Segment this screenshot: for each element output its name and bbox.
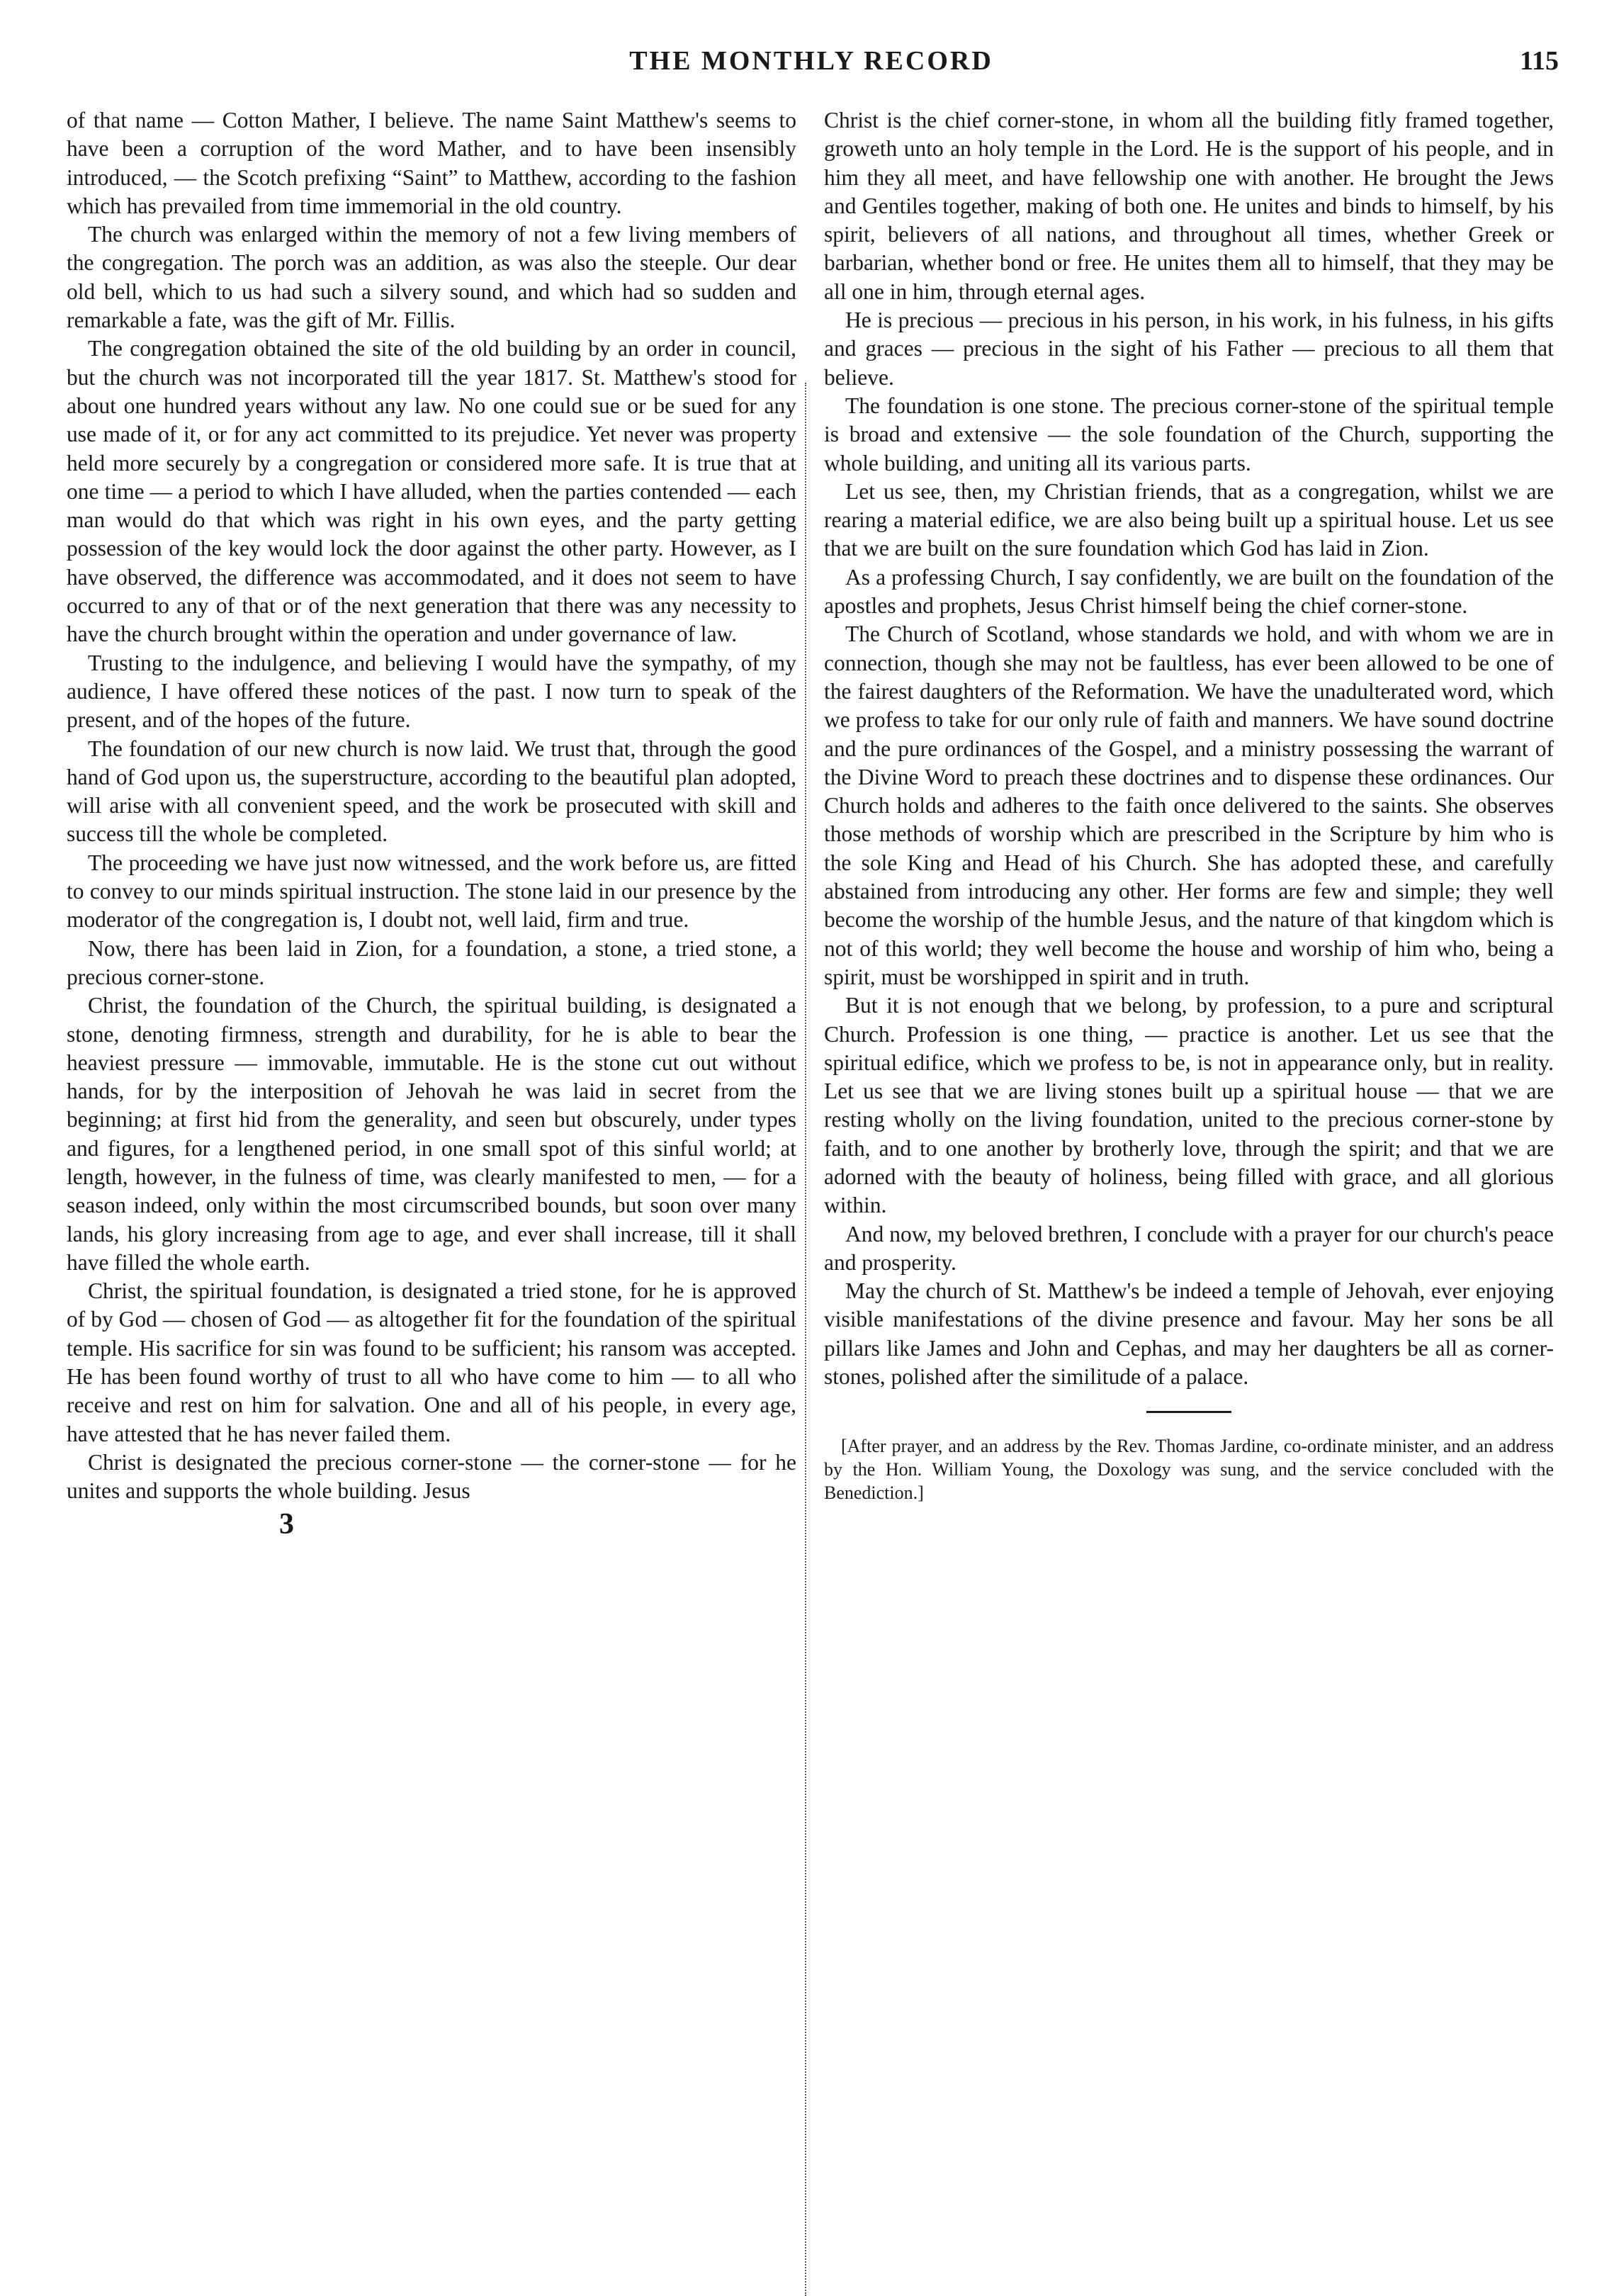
paragraph: The foundation is one stone. The precious corner-stone of the spiritual temple is broad and extensive — the sole foundation of the Church, supporting the whole building, and uniting all its various parts. (824, 393, 1554, 475)
signature-mark: 3 (279, 1507, 294, 1541)
paragraph: He is precious — precious in his person, in his work, in his fulness, in his gifts and graces — precious in the sight of his Father — precious to all them that believe. (824, 308, 1554, 390)
paragraph: The Church of Scotland, whose standards we hold, and with whom we are in connection, though she may not be faultless, has ever been allowed to be one of the fairest daughters of the Reformation. We have the unadulterated word, which we profess to take for our only rule of faith and manners. We have sound doctrine and the pure ordinances of the Gospel, and a ministry possessing the warrant of the Divine Word to preach these doctrines and to dispense these ordinances. Our Church holds and adheres to the faith once delivered to the saints. She observes those methods of worship which are prescribed in the Scripture by him who is the sole King and Head of his Church. She has adopted these, and carefully abstained from introducing any other. Her forms are few and simple; they well become the worship of the humble Jesus, and the nature of that kingdom which is not of this world; they well become the house and worship of him who, being a spirit, must be worshipped in spirit and in truth. (824, 621, 1554, 989)
right-column (824, 106, 1554, 1504)
closing-note (824, 1434, 1554, 1504)
paragraph: The church was enlarged within the memory of not a few living members of the congregation. The porch was an addition, as was also the steeple. Our dear old bell, which to us had such a silvery sound, and which had so sudden and remarkable a fate, was the gift of Mr. Fillis. (67, 222, 796, 333)
paragraph: The foundation of our new church is now laid. We trust that, through the good hand of God upon us, the superstructure, according to the beautiful plan adopted, will arise with all convenient speed, and the work be prosecuted with skill and success till the whole be completed. (67, 736, 796, 847)
column-divider (805, 383, 806, 2296)
paragraph: But it is not enough that we belong, by profession, to a pure and scriptural Church. Profession is one thing, — practice is another. Let us see that the spiritual edifice, which we profess to be, is not in appearance only, but in reality. Let us see that we are living stones built up a spiritual house — that we are resting wholly on the living foundation, united to the precious corner-stone by faith, and to one another by brotherly love, through the spirit; and that we are adorned with the beauty of holiness, being filled with grace, and all glorious within. (824, 993, 1554, 1218)
left-column (67, 106, 796, 1540)
paragraph: May the church of St. Matthew's be indeed a temple of Jehovah, ever enjoying visible manifestations of the divine presence and favour. May her sons be all pillars like James and John and Cephas, and may her daughters be all as corner-stones, polished after the similitude of a palace. (824, 1278, 1554, 1390)
paragraph: Let us see, then, my Christian friends, that as a congregation, whilst we are rearing a material edifice, we are also being built up a spiritual house. Let us see that we are built on the sure foundation which God has laid in Zion. (824, 478, 1554, 561)
paragraph: of that name — Cotton Mather, I believe. The name Saint Matthew's seems to have been a corruption of the word Mather, and to have been insensibly introduced, — the Scotch prefixing “Saint” to Matthew, according to the fashion which has prevailed from time immemorial in the old country. (67, 108, 796, 218)
running-header (64, 45, 1559, 88)
paragraph: Now, there has been laid in Zion, for a foundation, a stone, a tried stone, a precious corner-stone. (67, 935, 796, 989)
paragraph: Christ, the spiritual foundation, is designated a tried stone, for he is approved of by God — chosen of God — as altogether fit for the foundation of the spiritual temple. His sacrifice for sin was found to be sufficient; his ransom was accepted. He has been found worthy of trust to all who have come to him — to all who receive and rest on him for salvation. One and all of his people, in every age, have attested that he has never failed them. (67, 1278, 796, 1446)
paragraph: Christ is the chief corner-stone, in whom all the building fitly framed together, groweth unto an holy temple in the Lord. He is the support of his people, and in him they all meet, and have fellowship one with another. He brought the Jews and Gentiles together, making of both one. He unites and binds to himself, by his spirit, believers of all nations, and throughout all times, whether Greek or barbarian, whether bond or free. He unites them all to himself, that they may be all one in him, through eternal ages. (824, 108, 1554, 304)
paragraph: And now, my beloved brethren, I conclude with a prayer for our church's peace and prosperity. (824, 1221, 1554, 1275)
paragraph: As a professing Church, I say confidently, we are built on the foundation of the apostles and prophets, Jesus Christ himself being the chief corner-stone. (824, 564, 1554, 619)
paragraph: Christ, the foundation of the Church, the spiritual building, is designated a stone, denoting firmness, strength and durability, for he is able to bear the heaviest pressure — immovable, immutable. He is the stone cut out without hands, for by the interposition of Jehovah he was laid in secret from the beginning; at first hid from the generality, and seen but obscurely, under types and figures, for a lengthened period, in one small spot of this sinful world; at length, however, in the fulness of time, was clearly manifested to men, — for a season indeed, only within the most circumscribed bounds, but soon over many lands, his glory increasing from age to age, and ever shall increase, till it shall have filled the whole earth. (67, 993, 796, 1275)
paragraph: Trusting to the indulgence, and believing I would have the sympathy, of my audience, I have offered these notices of the past. I now turn to speak of the present, and of the hopes of the future. (67, 650, 796, 733)
paragraph: The congregation obtained the site of the old building by an order in council, but the church was not incorporated till the year 1817. St. Matthew's stood for about one hundred years without any law. No one could sue or be sued for any use made of it, or for any act committed to its prejudice. Yet never was property held more securely by a congregation or considered more safe. It is true that at one time — a period to which I have alluded, when the parties contended — each man would do that which was right in his own eyes, and the party getting possession of the key would lock the door against the other party. However, as I have observed, the difference was accommodated, and it does not seem to have occurred to any of that or of the next generation that there was any necessity to have the church brought within the operation and under governance of law. (67, 336, 796, 647)
section-rule (1146, 1411, 1231, 1413)
closing-note-text: [After prayer, and an address by the Rev. Thomas Jardine, co-ordinate minister, and an address by the Hon. William Young, the Doxology was sung, and the service concluded with the Benediction.] (824, 1436, 1554, 1504)
paragraph: The proceeding we have just now witnessed, and the work before us, are fitted to convey to our minds spiritual instruction. The stone laid in our presence by the moderator of the congregation is, I doubt not, well laid, firm and true. (67, 850, 796, 933)
paragraph: Christ is designated the precious corner-stone — the corner-stone — for he unites and supports the whole building. Jesus (67, 1449, 796, 1504)
journal-title: THE MONTHLY RECORD (629, 46, 993, 76)
page-number: 115 (1520, 46, 1559, 76)
